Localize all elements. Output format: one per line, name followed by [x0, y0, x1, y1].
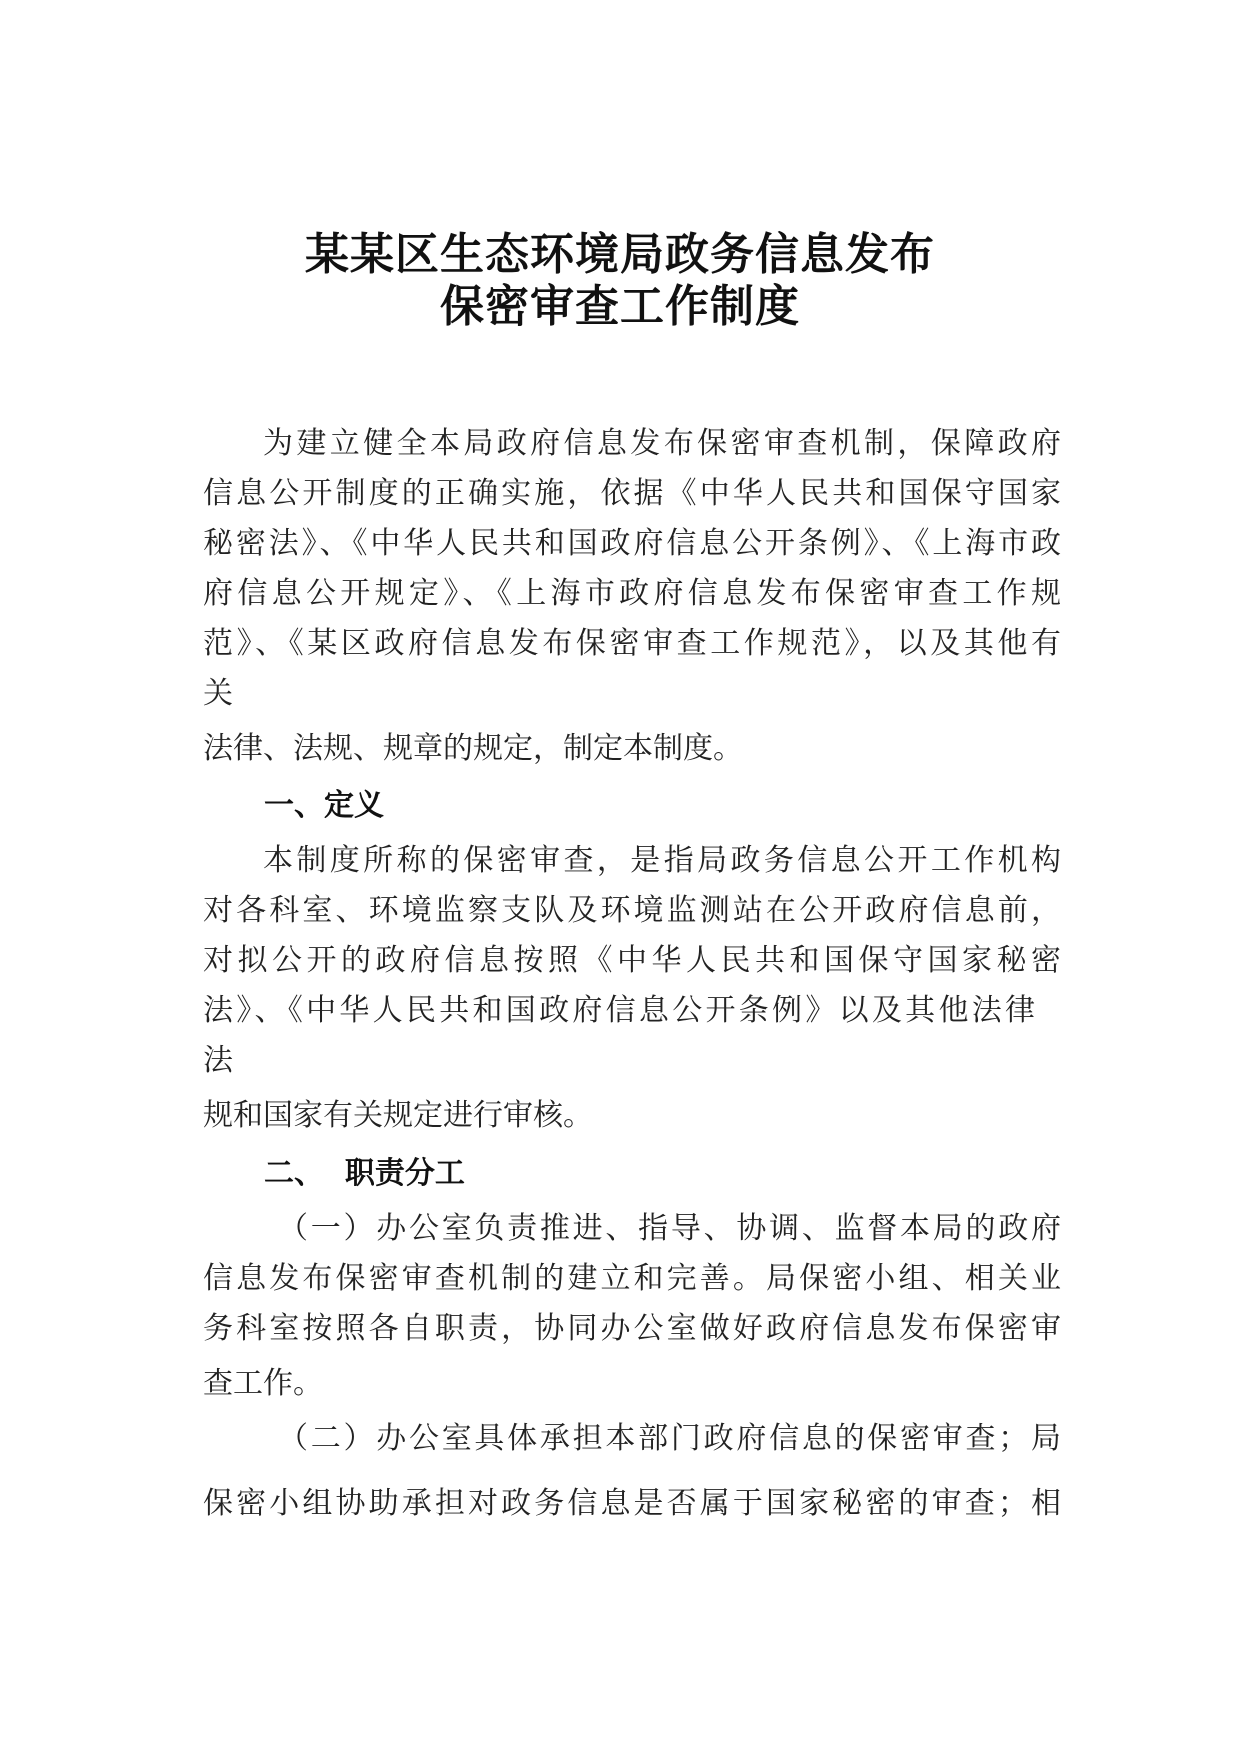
section2-line-6: 保密小组协助承担对政务信息是否属于国家秘密的审查；相: [203, 1486, 1061, 1521]
document-title-line1: 某某区生态环境局政务信息发布: [305, 229, 935, 280]
intro-line-1: 为建立健全本局政府信息发布保密审查机制，保障政府: [263, 426, 1061, 461]
section2-line-5: （二）办公室具体承担本部门政府信息的保密审查；局: [278, 1421, 1061, 1456]
section1-line-6: 规和国家有关规定进行审核。: [203, 1098, 593, 1133]
intro-line-7: 法律、法规、规章的规定，制定本制度。: [203, 731, 743, 766]
section1-line-5: 法: [203, 1043, 233, 1078]
intro-line-3: 秘密法》、《中华人民共和国政府信息公开条例》、《上海市政: [203, 526, 1061, 561]
intro-line-6: 关: [203, 676, 233, 711]
section2-line-1: （一）办公室负责推进、指导、协调、监督本局的政府: [278, 1211, 1061, 1246]
section2-line-4: 查工作。: [203, 1366, 323, 1401]
intro-line-2: 信息公开制度的正确实施，依据《中华人民共和国保守国家: [203, 476, 1061, 511]
section2-line-3: 务科室按照各自职责，协同办公室做好政府信息发布保密审: [203, 1311, 1061, 1346]
section1-heading: 一、定义: [264, 788, 384, 823]
document-title-line2: 保密审查工作制度: [440, 281, 800, 332]
intro-line-5: 范》、《某区政府信息发布保密审查工作规范》，以及其他有: [203, 626, 1061, 661]
section2-heading: 二、 职责分工: [264, 1156, 465, 1191]
section2-line-2: 信息发布保密审查机制的建立和完善。局保密小组、相关业: [203, 1261, 1061, 1296]
section1-line-1: 本制度所称的保密审查，是指局政务信息公开工作机构: [263, 843, 1061, 878]
section1-line-2: 对各科室、环境监察支队及环境监测站在公开政府信息前，: [203, 893, 1061, 928]
section1-line-4: 法》、《中华人民共和国政府信息公开条例》以及其他法律: [203, 993, 1035, 1028]
intro-line-4: 府信息公开规定》、《上海市政府信息发布保密审查工作规: [203, 576, 1061, 611]
section1-line-3: 对拟公开的政府信息按照《中华人民共和国保守国家秘密: [203, 943, 1061, 978]
